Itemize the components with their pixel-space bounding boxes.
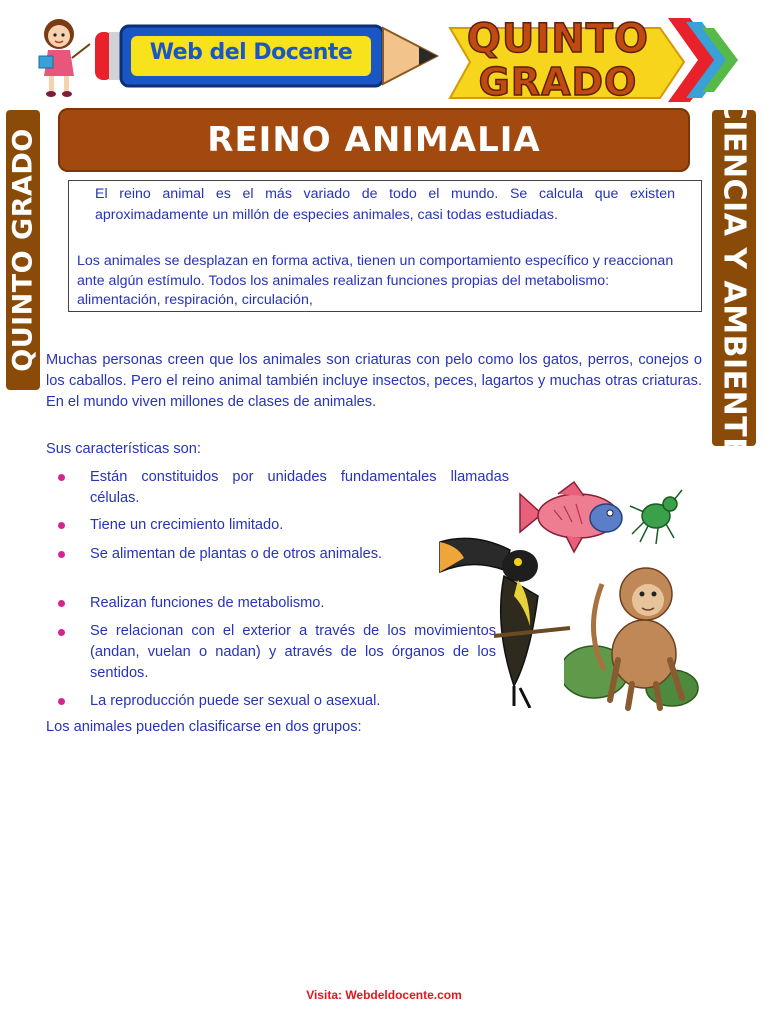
side-tab-right xyxy=(712,97,756,459)
intro-paragraph-1: El reino animal es el más variado de todo el mundo. Se calcula que existen aproximadamente un millón de especies animales, casi todas estudiadas. xyxy=(95,186,675,223)
list-item: Están constituidos por unidades fundamentales llamadas células. xyxy=(90,469,509,506)
grade-logo xyxy=(440,10,740,106)
intro-box xyxy=(68,180,702,312)
classification-intro: Los animales pueden clasificarse en dos grupos: xyxy=(46,719,362,735)
characteristics-intro: Sus características son: xyxy=(46,441,201,457)
logo-text: Web del Docente xyxy=(149,40,353,65)
bullet-icon xyxy=(58,600,65,607)
toucan-illustration xyxy=(434,536,574,708)
bullet-icon xyxy=(58,698,65,705)
bullet-icon xyxy=(58,551,65,558)
bullet-icon xyxy=(58,522,65,529)
intro-paragraph-2: Los animales se desplazan en forma activa, tienen un comportamiento específico y reaccionan ante algún estímulo. Todos los animales realizan funciones propias del metabolismo: alimentación, respiración, circulación, xyxy=(77,253,674,308)
bullet-icon xyxy=(58,474,65,481)
page-title: REINO ANIMALIA xyxy=(207,120,541,160)
side-tab-right-label: CIENCIA Y AMBIENTE xyxy=(716,97,752,459)
beetle-illustration xyxy=(626,486,684,546)
footer-link[interactable]: Visita: Webdeldocente.com xyxy=(306,988,462,1002)
monkey-illustration xyxy=(564,560,700,714)
body-paragraph: Muchas personas creen que los animales son criaturas con pelo como los gatos, perros, conejos o los caballos. Pero el reino animal también incluye insectos, peces, lagartos y muchas otras criaturas. En el mundo viven millones de clases de animales. xyxy=(46,352,702,410)
list-item: La reproducción puede ser sexual o asexual. xyxy=(90,693,381,709)
teacher-illustration xyxy=(28,14,94,98)
list-item: Se relacionan con el exterior a través de los movimientos (andan, vuelan o nadan) y através de los órganos de los sentidos. xyxy=(90,623,496,681)
side-tab-left xyxy=(6,110,40,390)
list-item: Se alimentan de plantas o de otros animales. xyxy=(90,546,383,562)
bullet-icon xyxy=(58,629,65,636)
grade-logo-top: QUINTO xyxy=(466,16,650,62)
list-item: Tiene un crecimiento limitado. xyxy=(90,517,284,533)
title-banner xyxy=(58,108,690,172)
side-tab-left-label: QUINTO GRADO xyxy=(7,128,39,372)
list-item: Realizan funciones de metabolismo. xyxy=(90,595,325,611)
grade-logo-bottom: GRADO xyxy=(478,60,638,104)
webdeldocente-logo xyxy=(95,20,440,92)
